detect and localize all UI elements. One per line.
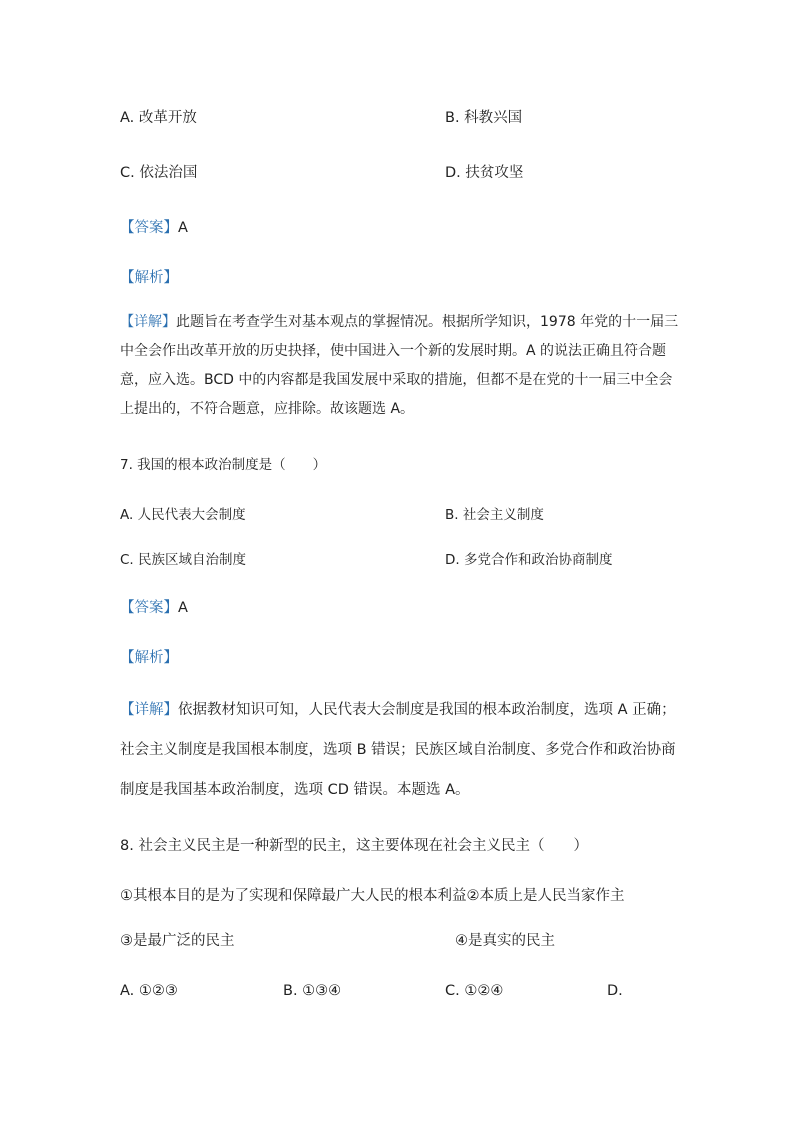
q8-statement-3: ③是最广泛的民主: [120, 933, 235, 949]
q6-detail: [120, 308, 680, 424]
q7-answer: [120, 598, 188, 618]
q7-option-a: A. 人民代表大会制度: [120, 507, 246, 523]
q8-option-b: B. ①③④: [283, 983, 342, 999]
q8-statement-4: ④是真实的民主: [455, 933, 555, 949]
q7-analysis-tag: 【解析】: [120, 650, 178, 666]
q8-option-d: D.: [607, 983, 623, 999]
q8-stem: 8. 社会主义民主是一种新型的民主，这主要体现在社会主义民主（ ）: [120, 838, 588, 854]
q6-option-b: B. 科教兴国: [445, 110, 523, 126]
q7-option-b: B. 社会主义制度: [445, 507, 544, 523]
answer-value: A: [178, 600, 188, 616]
detail-text: 此题旨在考查学生对基本观点的掌握情况。根据所学知识，1978 年党的十一届三中全会作出改革开放的历史抉择，使中国进入一个新的发展时期。A 的说法正确且符合题意，应入选。BCD 中的内容都是我国发展中采取的措施，但都不是在党的十一届三中全会上提出的，不符合题意，应排除。故该题选 A。: [120, 314, 679, 417]
answer-tag: 【答案】: [120, 600, 178, 616]
q6-option-d: D. 扶贫攻坚: [445, 165, 524, 181]
answer-value: A: [178, 220, 188, 236]
q7-detail: [120, 690, 680, 810]
answer-tag: 【答案】: [120, 220, 178, 236]
q6-analysis-tag: 【解析】: [120, 270, 178, 286]
q6-answer: [120, 218, 188, 238]
q7-option-c: C. 民族区域自治制度: [120, 552, 247, 568]
detail-tag: 【详解】: [120, 702, 178, 718]
detail-text: 依据教材知识可知，人民代表大会制度是我国的根本政治制度，选项 A 正确；社会主义制度是我国根本制度，选项 B 错误；民族区域自治制度、多党合作和政治协商制度是我国基本政治制度，选项 CD 错误。本题选 A。: [120, 702, 676, 798]
q8-statements-line1: ①其根本目的是为了实现和保障最广大人民的根本利益②本质上是人民当家作主: [120, 888, 625, 904]
q8-option-a: A. ①②③: [120, 983, 178, 999]
q8-option-c: C. ①②④: [445, 983, 504, 999]
q6-option-c: C. 依法治国: [120, 165, 198, 181]
q6-option-a: A. 改革开放: [120, 110, 197, 126]
detail-tag: 【详解】: [120, 314, 176, 330]
q7-stem: 7. 我国的根本政治制度是（ ）: [120, 457, 327, 473]
q7-option-d: D. 多党合作和政治协商制度: [445, 552, 613, 568]
